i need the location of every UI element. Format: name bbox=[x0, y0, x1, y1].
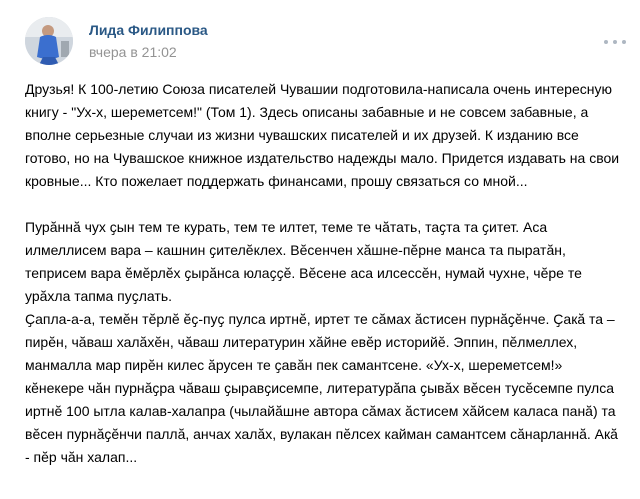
dot bbox=[604, 40, 608, 44]
post-text bbox=[25, 78, 625, 469]
post-author-name[interactable]: Лида Филиппова bbox=[89, 22, 208, 38]
post-timestamp[interactable]: вчера в 21:02 bbox=[89, 44, 177, 60]
post-paragraph-1: Друзья! К 100-летию Союза писателей Чувашии подготовила-написала очень интересную книгу - "Ух-х, шереметсем!" (Том 1). Здесь описаны забавные и не совсем забавные, а вполне серьезные случаи из жизни чувашских писателей и их друзей. К изданию все готово, но на Чувашское книжное издательство надежды мало. Придется издавать на свои кровные... Кто пожелает поддержать финансами, прошу связаться со мной... bbox=[25, 81, 620, 189]
dot bbox=[622, 40, 626, 44]
post-paragraph-2: Пурӑннӑ чух ҫын тем те курать, тем те илтет, теме те чӑтать, таҫта та ҫитет. Аса илмеллисем вара – кашнин ҫителӗклех. Вӗсенчен хӑшне-пӗрне манса та пыратӑн, теприсем вара ӗмӗрлӗх ҫырӑнса юлаҫҫӗ. Вӗсене аса илсессӗн, нумай чухне, чӗре те урӑхла тапма пуҫлать. bbox=[25, 219, 582, 304]
paragraph-gap bbox=[25, 193, 625, 216]
more-dots-icon[interactable] bbox=[604, 34, 626, 50]
avatar[interactable] bbox=[25, 17, 73, 65]
avatar-image bbox=[25, 17, 73, 65]
post-paragraph-3: Ҫапла-а-а, темӗн тӗрлӗ ӗҫ-пуҫ пулса иртнӗ, иртет те сӑмах ӑстисен пурнӑҫӗнче. Ҫакӑ та – пирӗн, чӑваш халӑхӗн, чӑваш литературин хӑйне евӗр историйӗ. Эппин, пӗлмеллех, манмалла мар пирӗн килес ӑрусен те ҫавӑн пек самантсене. «Ух-х, шереметсем!» кӗнекере чӑн пурнӑҫра чӑваш ҫыравҫисемпе, литературӑпа ҫывӑх вӗсен тусӗсемпе пулса иртнӗ 100 ытла калав-халапра (чылайӑшне автора сӑмах ӑстисем хӑйсем каласа панӑ) та вӗсен пурнӑҫӗнчи паллӑ, анчах халӑх, вулакан пӗлсех кайман самантсем сӑнарланнӑ. Акӑ - пӗр чӑн халап... bbox=[25, 311, 618, 465]
dot bbox=[613, 40, 617, 44]
